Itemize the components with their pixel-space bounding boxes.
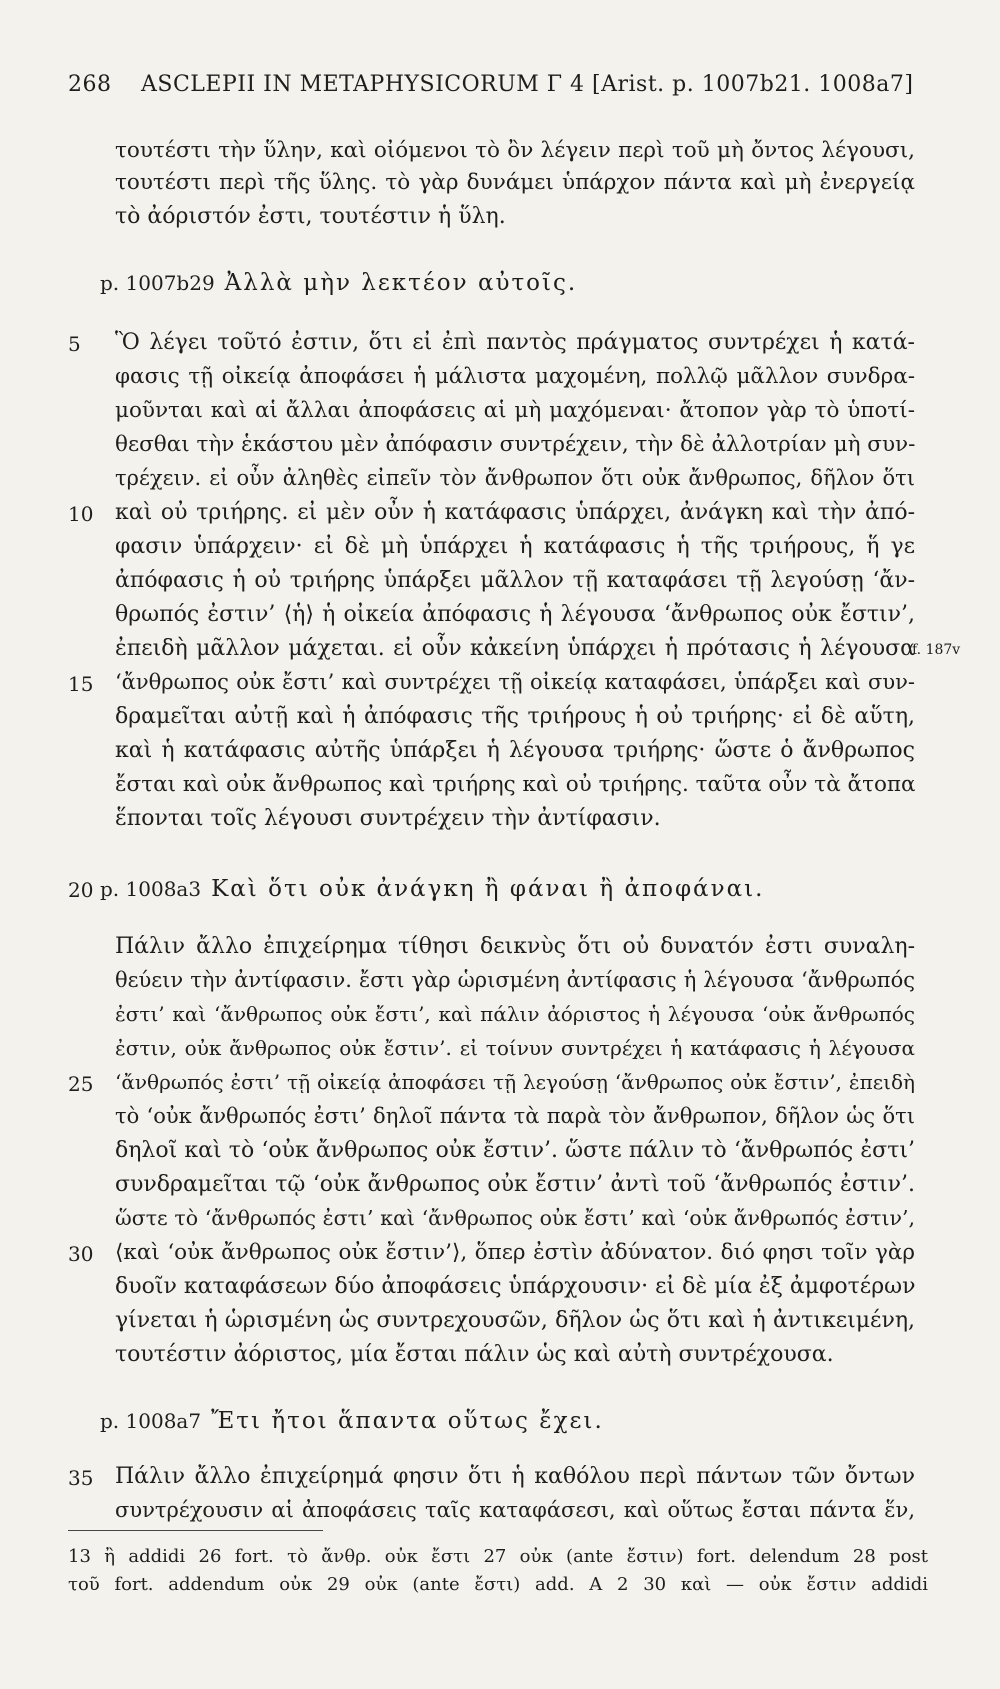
lemma-line xyxy=(100,1408,900,1434)
text-line: συντρέχουσιν αἱ ἀποφάσεις ταῖς καταφάσεσι, καὶ οὕτως ἔσται πάντα ἕν, xyxy=(115,1498,915,1522)
text-line: τὸ ἀόριστόν ἐστι, τουτέστιν ἡ ὕλη. xyxy=(115,204,506,229)
footnote-line: 13 ἢ addidi 26 fort. τὸ ἄνθρ. οὐκ ἔστι 27 οὐκ (ante ἔστιν) fort. delendum 28 post xyxy=(68,1546,928,1567)
text-line: συνδραμεῖται τῷ ‘οὐκ ἄνθρωπος οὐκ ἔστιν’ ἀντὶ τοῦ ‘ἄνθρωπός ἐστιν’. xyxy=(115,1172,915,1197)
text-line: τουτέστιν ἀόριστος, μία ἔσται πάλιν ὡς καὶ αὐτὴ συντρέχουσα. xyxy=(115,1342,834,1367)
lemma-reference: p. 1008a3 xyxy=(100,877,202,901)
text-line: τουτέστι περὶ τῆς ὕλης. τὸ γὰρ δυνάμει ὑπάρχον πάντα καὶ μὴ ἐνεργείᾳ xyxy=(115,170,915,195)
lemma-text: Καὶ ὅτι οὐκ ἀνάγκη ἢ φάναι ἢ ἀποφάναι. xyxy=(211,876,765,902)
text-line: δραμεῖται αὐτῇ καὶ ἡ ἀπόφασις τῆς τριήρους ἡ οὐ τριήρης· εἰ δὲ αὕτη, xyxy=(115,704,915,729)
line-number: 10 xyxy=(68,502,94,526)
text-line: Πάλιν ἄλλο ἐπιχείρημά φησιν ὅτι ἡ καθόλου περὶ πάντων τῶν ὄντων xyxy=(115,1464,915,1489)
lemma-line xyxy=(100,270,900,296)
line-number: 5 xyxy=(68,332,81,356)
text-line: θεσθαι τὴν ἑκάστου μὲν ἀπόφασιν συντρέχειν, τὴν δὲ ἀλλοτρίαν μὴ συν- xyxy=(115,432,916,457)
line-number: 35 xyxy=(68,1466,94,1490)
text-line: καὶ ἡ κατάφασις αὐτῆς ὑπάρξει ἡ λέγουσα τριήρης· ὥστε ὁ ἄνθρωπος xyxy=(115,738,915,763)
text-line: ‘ἄνθρωπός ἐστι’ τῇ οἰκείᾳ ἀποφάσει τῇ λεγούσῃ ‘ἄνθρωπος οὐκ ἔστιν’, ἐπειδὴ xyxy=(115,1070,915,1094)
text-line: φασις τῇ οἰκείᾳ ἀποφάσει ἡ μάλιστα μαχομένη, πολλῷ μᾶλλον συνδρα- xyxy=(115,364,915,389)
text-line: γίνεται ἡ ὡρισμένη ὡς συντρεχουσῶν, δῆλον ὡς ὅτι καὶ ἡ ἀντικειμένη, xyxy=(115,1308,915,1333)
text-line: ἀπόφασις ἡ οὐ τριήρης ὑπάρξει μᾶλλον τῇ καταφάσει τῇ λεγούσῃ ‘ἄν- xyxy=(115,568,915,593)
text-line: ὥστε τὸ ‘ἄνθρωπός ἐστι’ καὶ ‘ἄνθρωπος οὐκ ἔστι’ καὶ ‘οὐκ ἄνθρωπός ἐστιν’, xyxy=(115,1206,915,1230)
text-line: Πάλιν ἄλλο ἐπιχείρημα τίθησι δεικνὺς ὅτι οὐ δυνατόν ἐστι συναλη- xyxy=(115,934,915,959)
page-number: 268 xyxy=(68,72,112,97)
text-line: ⟨καὶ ‘οὐκ ἄνθρωπος οὐκ ἔστιν’⟩, ὅπερ ἐστὶν ἀδύνατον. διό φησι τοῖν γὰρ xyxy=(115,1240,915,1265)
text-line: φασιν ὑπάρχειν· εἰ δὲ μὴ ὑπάρχει ἡ κατάφασις ἡ τῆς τριήρους, ἥ γε xyxy=(115,534,915,559)
text-line: ἐστιν, οὐκ ἄνθρωπος οὐκ ἔστιν’. εἰ τοίνυν συντρέχει ἡ κατάφασις ἡ λέγουσα xyxy=(115,1036,915,1060)
text-line: ἐστι’ καὶ ‘ἄνθρωπος οὐκ ἔστι’, καὶ πάλιν ἀόριστος ἡ λέγουσα ‘οὐκ ἄνθρωπός xyxy=(115,1002,915,1026)
lemma-line xyxy=(100,876,900,902)
lemma-reference: p. 1007b29 xyxy=(100,271,215,295)
line-number: 30 xyxy=(68,1242,94,1266)
text-line: ‘ἄνθρωπος οὐκ ἔστι’ καὶ συντρέχει τῇ οἰκείᾳ καταφάσει, ὑπάρξει καὶ συν- xyxy=(115,670,915,694)
text-line: μοῦνται καὶ αἱ ἄλλαι ἀποφάσεις αἱ μὴ μαχόμεναι· ἄτοπον γὰρ τὸ ὑποτί- xyxy=(115,398,915,423)
text-line: τὸ ‘οὐκ ἄνθρωπός ἐστι’ δηλοῖ πάντα τὰ παρὰ τὸν ἄνθρωπον, δῆλον ὡς ὅτι xyxy=(115,1104,915,1128)
text-line: θρωπός ἐστιν’ ⟨ἡ⟩ ἡ οἰκεία ἀπόφασις ἡ λέγουσα ‘ἄνθρωπος οὐκ ἔστιν’, xyxy=(115,602,915,627)
text-line: καὶ οὐ τριήρης. εἰ μὲν οὖν ἡ κατάφασις ὑπάρχει, ἀνάγκη καὶ τὴν ἀπό- xyxy=(115,500,915,525)
running-title: ASCLEPII IN METAPHYSICORUM Γ 4 [Arist. p. 1007b21. 1008a7] xyxy=(141,72,914,97)
lemma-reference: p. 1008a7 xyxy=(100,1409,202,1433)
text-line: ἐπειδὴ μᾶλλον μάχεται. εἰ οὖν κἀκείνη ὑπάρχει ἡ πρότασις ἡ λέγουσα xyxy=(115,636,915,661)
line-number: 20 xyxy=(68,878,94,902)
line-number: 25 xyxy=(68,1072,94,1096)
text-line: τρέχειν. εἰ οὖν ἀληθὲς εἰπεῖν τὸν ἄνθρωπον ὅτι οὐκ ἄνθρωπος, δῆλον ὅτι xyxy=(115,466,915,490)
folio-marker: f. 187v xyxy=(912,642,961,658)
lemma-text: Ἔτι ἤτοι ἅπαντα οὕτως ἔχει. xyxy=(211,1408,604,1434)
text-line: δηλοῖ καὶ τὸ ‘οὐκ ἄνθρωπος οὐκ ἔστιν’. ὥστε πάλιν τὸ ‘ἄνθρωπός ἐστι’ xyxy=(115,1138,915,1163)
text-line: Ὃ λέγει τοῦτό ἐστιν, ὅτι εἰ ἐπὶ παντὸς πράγματος συντρέχει ἡ κατά- xyxy=(115,330,915,355)
lemma-text: Ἀλλὰ μὴν λεκτέον αὐτοῖς. xyxy=(224,270,578,296)
text-line: ἕπονται τοῖς λέγουσι συντρέχειν τὴν ἀντίφασιν. xyxy=(115,806,661,831)
text-line: δυοῖν καταφάσεων δύο ἀποφάσεις ὑπάρχουσιν· εἰ δὲ μία ἐξ ἀμφοτέρων xyxy=(115,1274,916,1299)
text-line: θεύειν τὴν ἀντίφασιν. ἔστι γὰρ ὡρισμένη ἀντίφασις ἡ λέγουσα ‘ἄνθρωπός xyxy=(115,968,915,992)
text-line: ἔσται καὶ οὐκ ἄνθρωπος καὶ τριήρης καὶ οὐ τριήρης. ταῦτα οὖν τὰ ἄτοπα xyxy=(115,772,916,797)
running-header xyxy=(68,72,928,97)
footnote-line: τοῦ fort. addendum οὐκ 29 οὐκ (ante ἔστι) add. A 2 30 καὶ — οὐκ ἔστιν addidi xyxy=(68,1574,928,1595)
text-line: τουτέστι τὴν ὕλην, καὶ οἰόμενοι τὸ ὂν λέγειν περὶ τοῦ μὴ ὄντος λέγουσι, xyxy=(115,138,915,163)
line-number: 15 xyxy=(68,672,94,696)
footnote-rule xyxy=(68,1530,323,1531)
